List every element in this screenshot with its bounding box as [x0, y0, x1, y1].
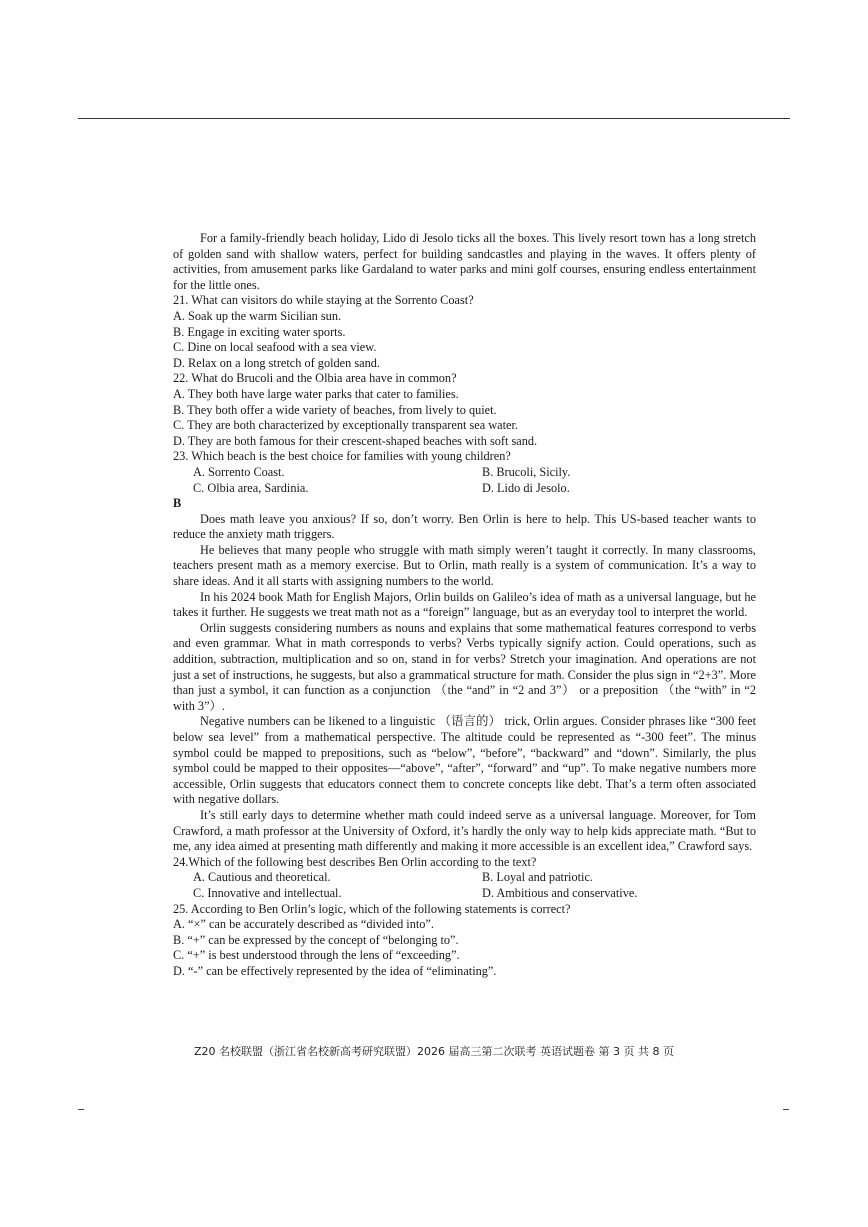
question-24-stem: 24.Which of the following best describes Ben Orlin according to the text?: [173, 854, 537, 869]
question-23-option-c: C. Olbia area, Sardinia.: [193, 480, 309, 495]
passage-b-paragraph-5: Negative numbers can be likened to a linguistic （语言的） trick, Orlin argues. Consider phrases like “300 feet below sea level” from a mathematical perspective. The altitude could be represented as “-300 feet”. The minus symbol could be mapped to prepositions, such as “below”, “before”, “backward” and “down”. Similarly, the plus symbol could be mapped to their opposites—“above”, “after”, “forward” and “up”. To make negative numbers more accessible, Orlin suggests that educators connect them to concrete concepts like debt. That’s a term often associated with negative dollars.: [173, 714, 756, 807]
question-21-option-d: D. Relax on a long stretch of golden sand.: [173, 355, 380, 370]
right-crop-mark: [783, 1109, 789, 1110]
question-23-options-row-1: [193, 465, 756, 481]
question-24-option-c: C. Innovative and intellectual.: [193, 885, 342, 900]
question-21-option-b: B. Engage in exciting water sports.: [173, 324, 346, 339]
question-23-stem: 23. Which beach is the best choice for families with young children?: [173, 449, 511, 464]
question-21-option-a: A. Soak up the warm Sicilian sun.: [173, 308, 342, 323]
question-21-option-c: C. Dine on local seafood with a sea view.: [173, 340, 377, 355]
section-b-heading: B: [173, 496, 182, 511]
question-25-option-c: C. “+” is best understood through the lens of “exceeding”.: [173, 948, 460, 963]
question-21-stem: 21. What can visitors do while staying at the Sorrento Coast?: [173, 293, 474, 308]
passage-b-paragraph-3: In his 2024 book Math for English Majors, Orlin builds on Galileo’s idea of math as a universal language, but he takes it further. He suggests we treat math not as a “foreign” language, but as an everyday tool to interpret the world.: [173, 589, 756, 620]
question-24-option-d: D. Ambitious and conservative.: [482, 885, 638, 900]
question-22-option-b: B. They both offer a wide variety of beaches, from lively to quiet.: [173, 402, 497, 417]
question-24-option-a: A. Cautious and theoretical.: [193, 870, 331, 885]
question-24-options-row-1: [193, 870, 756, 886]
passage-b-paragraph-4: Orlin suggests considering numbers as nouns and explains that some mathematical features correspond to verbs and even grammar. What in math corresponds to verbs? Verbs typically signify action. Could operations, such as addition, subtraction, multiplication and so on, stand in for verbs? Stretch your imagination. And operations are not just a set of instructions, he suggests, but also a grammatical structure for math. Consider the plus sign in “2+3”. More than just a symbol, it can function as a conjunction （the “and” in “2 and 3”） or a preposition （the “with” in “2 with 3”）.: [173, 620, 756, 713]
question-22-option-c: C. They are both characterized by exceptionally transparent sea water.: [173, 418, 518, 433]
question-24-option-b: B. Loyal and patriotic.: [482, 870, 593, 885]
question-23-option-a: A. Sorrento Coast.: [193, 464, 285, 479]
passage-b-paragraph-6: It’s still early days to determine whether math could indeed serve as a universal language. Moreover, for Tom Crawford, a math professor at the University of Oxford, it’s hardly the only way to help kids appreciate math. “But to me, any idea aimed at presenting math differently and making it more accessible is an excellent idea,” Crawford says.: [173, 807, 756, 854]
question-22-stem: 22. What do Brucoli and the Olbia area have in common?: [173, 371, 457, 386]
question-23-option-b: B. Brucoli, Sicily.: [482, 464, 571, 479]
passage-a-paragraph: For a family-friendly beach holiday, Lido di Jesolo ticks all the boxes. This lively resort town has a long stretch of golden sand with shallow waters, perfect for building sandcastles and playing in the waves. It offers plenty of activities, from amusement parks like Gardaland to water parks and mini golf courses, ensuring endless entertainment for the little ones.: [173, 231, 756, 292]
question-23-options-row-2: [193, 481, 756, 497]
question-22-option-d: D. They are both famous for their crescent-shaped beaches with soft sand.: [173, 433, 538, 448]
question-24-options-row-2: [193, 886, 756, 902]
header-rule: [78, 118, 790, 119]
question-25-option-d: D. “-” can be effectively represented by the idea of “eliminating”.: [173, 963, 497, 978]
question-22-option-a: A. They both have large water parks that cater to families.: [173, 386, 459, 401]
question-23-option-d: D. Lido di Jesolo.: [482, 480, 570, 495]
page-footer: Z20 名校联盟（浙江省名校新高考研究联盟）2026 届高三第二次联考 英语试题卷 第 3 页 共 8 页: [194, 1045, 674, 1058]
question-25-stem: 25. According to Ben Orlin’s logic, which of the following statements is correct?: [173, 901, 571, 916]
left-crop-mark: [78, 1109, 84, 1110]
passage-b-paragraph-2: He believes that many people who struggle with math simply weren’t taught it correctly. In many classrooms, teachers present math as a memory exercise. But to Orlin, math really is a system of communication. It’s a way to share ideas. And it all starts with assigning numbers to the world.: [173, 542, 756, 589]
question-25-option-a: A. “×” can be accurately described as “divided into”.: [173, 917, 434, 932]
question-25-option-b: B. “+” can be expressed by the concept of “belonging to”.: [173, 932, 459, 947]
passage-b-paragraph-1: Does math leave you anxious? If so, don’t worry. Ben Orlin is here to help. This US-based teacher wants to reduce the anxiety math triggers.: [173, 511, 756, 542]
page-content: [173, 231, 756, 980]
